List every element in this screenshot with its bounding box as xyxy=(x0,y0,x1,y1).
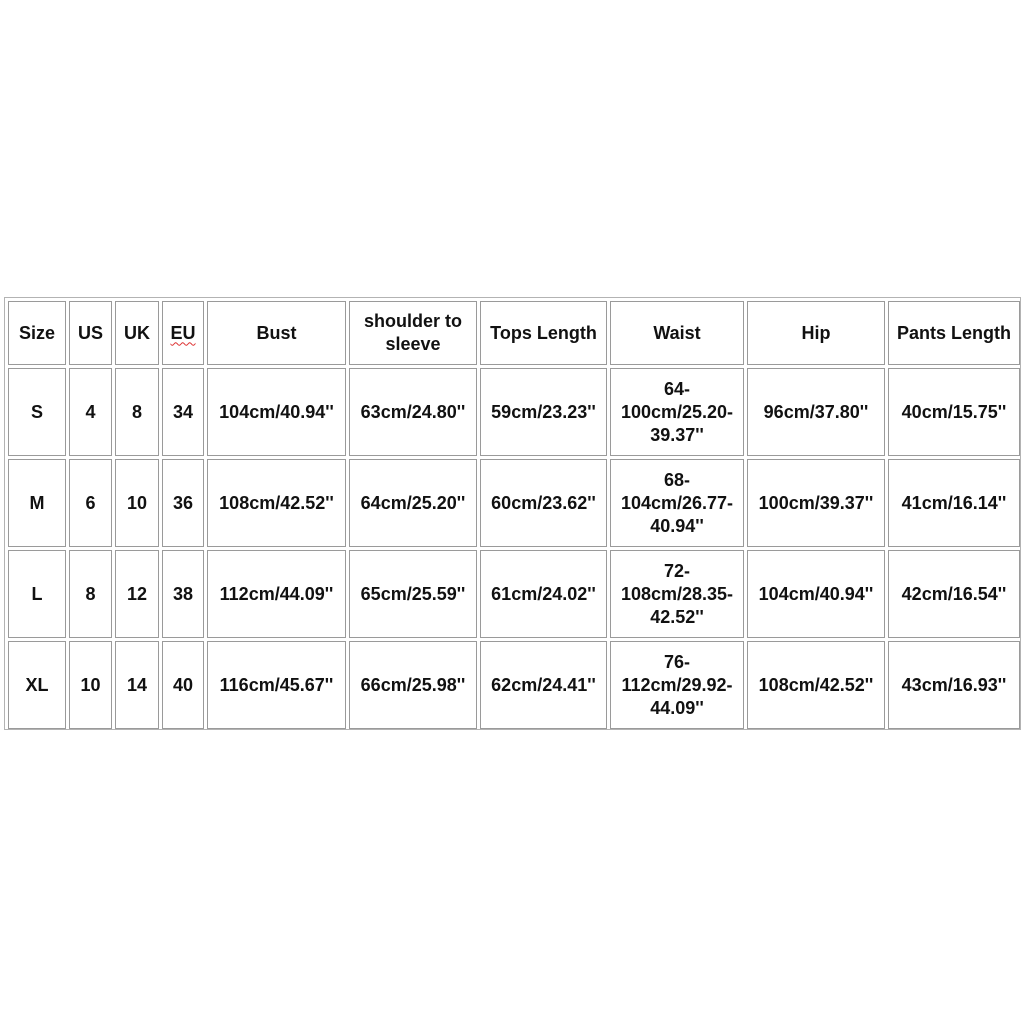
table-cell: 68-104cm/26.77-40.94'' xyxy=(610,459,744,547)
header-cell-shoulder-to-sleeve: shoulder to sleeve xyxy=(349,301,477,365)
header-cell-pants-length: Pants Length xyxy=(888,301,1020,365)
table-cell: 40cm/15.75'' xyxy=(888,368,1020,456)
table-cell: 34 xyxy=(162,368,204,456)
header-label-eu: EU xyxy=(170,322,196,343)
size-chart-table xyxy=(5,298,1023,732)
table-cell: 38 xyxy=(162,550,204,638)
table-cell: 41cm/16.14'' xyxy=(888,459,1020,547)
header-cell-us: US xyxy=(69,301,112,365)
table-cell: 12 xyxy=(115,550,159,638)
table-cell: 60cm/23.62'' xyxy=(480,459,607,547)
table-cell: 8 xyxy=(115,368,159,456)
table-cell: 112cm/44.09'' xyxy=(207,550,346,638)
header-cell-bust: Bust xyxy=(207,301,346,365)
table-cell: 66cm/25.98'' xyxy=(349,641,477,729)
table-cell: 96cm/37.80'' xyxy=(747,368,885,456)
header-cell-uk: UK xyxy=(115,301,159,365)
table-cell: 100cm/39.37'' xyxy=(747,459,885,547)
table-cell: 108cm/42.52'' xyxy=(207,459,346,547)
table-cell: 10 xyxy=(69,641,112,729)
header-cell-hip: Hip xyxy=(747,301,885,365)
table-cell: 59cm/23.23'' xyxy=(480,368,607,456)
table-cell: 40 xyxy=(162,641,204,729)
table-row xyxy=(8,550,1020,638)
table-cell: 62cm/24.41'' xyxy=(480,641,607,729)
table-cell: 6 xyxy=(69,459,112,547)
table-cell: 10 xyxy=(115,459,159,547)
header-cell-waist: Waist xyxy=(610,301,744,365)
table-cell: 72-108cm/28.35-42.52'' xyxy=(610,550,744,638)
table-cell: 36 xyxy=(162,459,204,547)
table-row xyxy=(8,459,1020,547)
table-cell: L xyxy=(8,550,66,638)
size-chart xyxy=(4,297,1021,730)
header-cell-size: Size xyxy=(8,301,66,365)
table-cell: 8 xyxy=(69,550,112,638)
table-row xyxy=(8,368,1020,456)
table-cell: 65cm/25.59'' xyxy=(349,550,477,638)
table-cell: XL xyxy=(8,641,66,729)
table-cell: 104cm/40.94'' xyxy=(207,368,346,456)
table-row xyxy=(8,641,1020,729)
table-cell: 61cm/24.02'' xyxy=(480,550,607,638)
table-cell: 116cm/45.67'' xyxy=(207,641,346,729)
table-cell: S xyxy=(8,368,66,456)
table-cell: 104cm/40.94'' xyxy=(747,550,885,638)
table-cell: 63cm/24.80'' xyxy=(349,368,477,456)
table-cell: 43cm/16.93'' xyxy=(888,641,1020,729)
table-cell: 108cm/42.52'' xyxy=(747,641,885,729)
header-cell-tops-length: Tops Length xyxy=(480,301,607,365)
table-cell: 14 xyxy=(115,641,159,729)
table-header-row xyxy=(8,301,1020,365)
table-cell: 4 xyxy=(69,368,112,456)
header-cell-eu xyxy=(162,301,204,365)
table-cell: 42cm/16.54'' xyxy=(888,550,1020,638)
table-cell: 64-100cm/25.20-39.37'' xyxy=(610,368,744,456)
table-cell: 64cm/25.20'' xyxy=(349,459,477,547)
table-cell: 76-112cm/29.92-44.09'' xyxy=(610,641,744,729)
table-cell: M xyxy=(8,459,66,547)
